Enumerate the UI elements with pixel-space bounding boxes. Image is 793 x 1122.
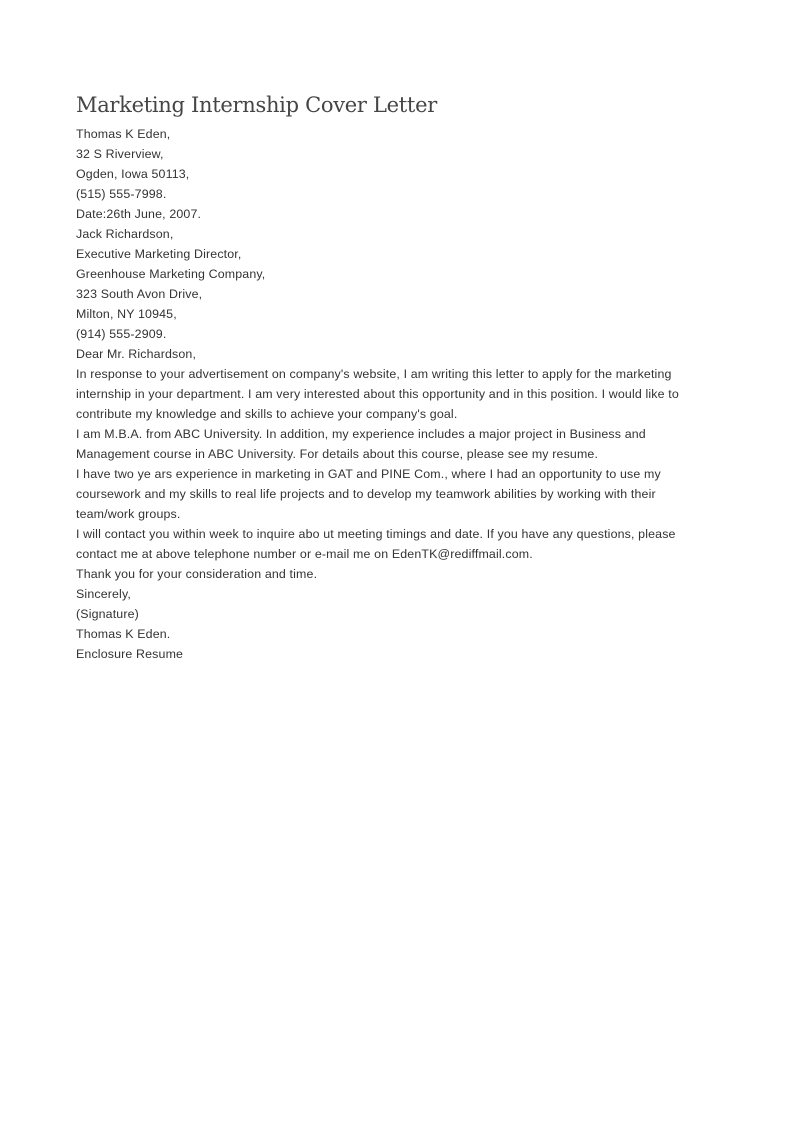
recipient-phone: (914) 555-2909. — [76, 327, 167, 341]
signature: (Signature) — [76, 607, 139, 621]
letter-date: Date:26th June, 2007. — [76, 207, 202, 221]
paragraph-line: Management course in ABC University. For details about this course, please see my resume. — [76, 447, 599, 461]
paragraph-line: team/work groups. — [76, 507, 181, 521]
paragraph-2 — [76, 424, 716, 464]
paragraph-line: I will contact you within week to inquire abo ut meeting timings and date. If you have any questions, please — [76, 527, 676, 541]
recipient-city: Milton, NY 10945, — [76, 307, 177, 321]
paragraph-line: I am M.B.A. from ABC University. In addition, my experience includes a major project in Business and — [76, 427, 646, 441]
letter-body — [76, 124, 716, 664]
paragraph-line: internship in your department. I am very interested about this opportunity and in this position. I would like to — [76, 387, 679, 401]
sender-street: 32 S Riverview, — [76, 147, 164, 161]
recipient-name: Jack Richardson, — [76, 227, 174, 241]
signer-name: Thomas K Eden. — [76, 627, 171, 641]
salutation: Dear Mr. Richardson, — [76, 347, 197, 361]
recipient-title: Executive Marketing Director, — [76, 247, 242, 261]
sender-city: Ogden, Iowa 50113, — [76, 167, 190, 181]
recipient-street: 323 South Avon Drive, — [76, 287, 203, 301]
document-title: Marketing Internship Cover Letter — [76, 93, 437, 117]
paragraph-line: In response to your advertisement on company's website, I am writing this letter to apply for the marketing — [76, 367, 672, 381]
enclosure: Enclosure Resume — [76, 647, 184, 661]
paragraph-line: contribute my knowledge and skills to achieve your company's goal. — [76, 407, 458, 421]
paragraph-3 — [76, 464, 716, 524]
closing: Sincerely, — [76, 587, 131, 601]
recipient-company: Greenhouse Marketing Company, — [76, 267, 266, 281]
sender-phone: (515) 555-7998. — [76, 187, 167, 201]
paragraph-line: contact me at above telephone number or e-mail me on EdenTK@rediffmail.com. — [76, 547, 533, 561]
recipient-block — [76, 224, 716, 344]
paragraph-1 — [76, 364, 716, 424]
paragraph-line: I have two ye ars experience in marketing in GAT and PINE Com., where I had an opportunity to use my — [76, 467, 661, 481]
paragraph-4 — [76, 524, 716, 564]
paragraph-line: coursework and my skills to real life projects and to develop my teamwork abilities by working with their — [76, 487, 656, 501]
document-page — [76, 88, 716, 664]
sender-block — [76, 124, 716, 204]
sender-name: Thomas K Eden, — [76, 127, 171, 141]
thanks-line: Thank you for your consideration and time. — [76, 567, 318, 581]
